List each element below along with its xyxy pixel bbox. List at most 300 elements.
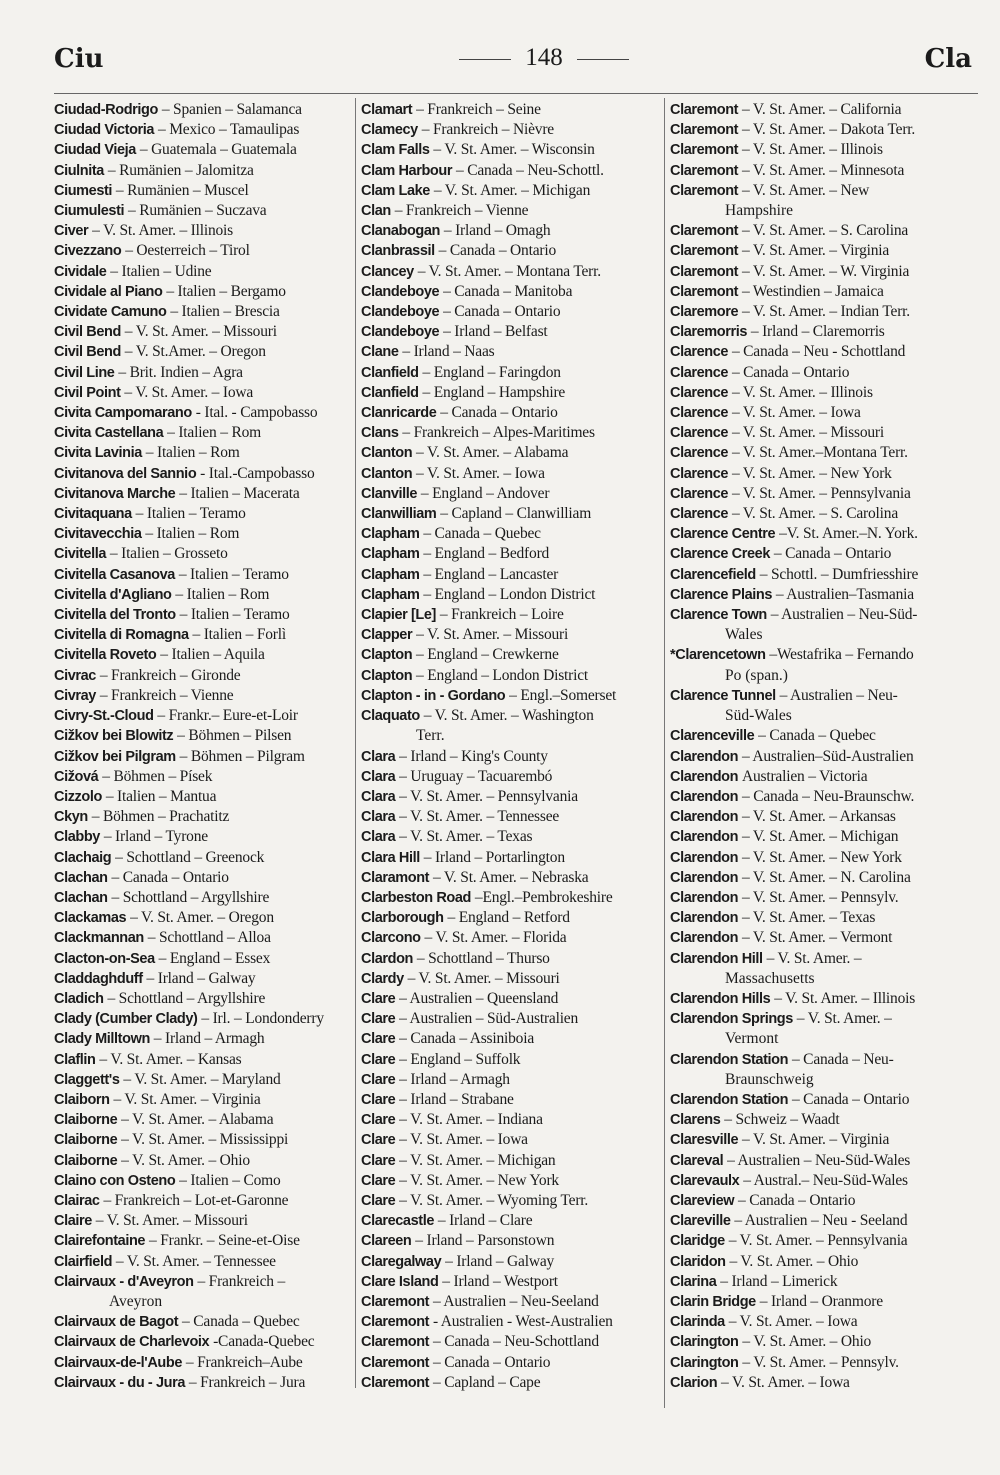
place-name: Clara: [361, 768, 396, 785]
gazetteer-entry: [54, 645, 350, 665]
gazetteer-entry: [361, 383, 658, 403]
place-location: – Frankreich –: [197, 1272, 286, 1290]
place-name: Civil Line: [54, 364, 115, 381]
gazetteer-entry: [54, 928, 350, 948]
gazetteer-entry: [361, 1191, 658, 1211]
place-location: – V. St. Amer. – New: [741, 181, 870, 199]
gazetteer-entry: [361, 827, 658, 847]
gazetteer-entry: [361, 1029, 658, 1049]
place-name: Clairfield: [54, 1253, 113, 1270]
place-location: – England – Crewkerne: [416, 646, 559, 664]
place-name: Ciudad Vieja: [54, 142, 136, 159]
place-name: Civil Point: [54, 384, 121, 401]
place-location: – Capland – Clanwilliam: [440, 505, 592, 523]
gazetteer-entry: [361, 464, 658, 484]
place-name: *Clarencetown: [670, 647, 766, 664]
place-location: – Irland – Clare: [437, 1212, 533, 1230]
gazetteer-entry: [54, 726, 350, 746]
place-location: – V. St. Amer. – Missouri: [407, 969, 560, 987]
place-location: – Italien – Rom: [175, 585, 270, 603]
place-name: Clairvaux de Bagot: [54, 1314, 179, 1331]
place-name: Clairvaux - d'Aveyron: [54, 1273, 194, 1290]
gazetteer-entry: [670, 342, 972, 362]
place-name: Clare: [361, 1132, 396, 1149]
gazetteer-entry: [54, 787, 350, 807]
place-name: Clarence: [670, 364, 729, 381]
place-location: – V. St. Amer. – Dakota Terr.: [741, 121, 916, 139]
place-location: – V. St. Amer. – Kansas: [99, 1050, 242, 1068]
place-location: – Canada – Manitoba: [443, 282, 573, 300]
place-location: – Irland – King's County: [399, 747, 548, 765]
place-location: – Frankreich – Nièvre: [421, 121, 554, 139]
place-name: Claremorris: [670, 324, 747, 341]
place-location: – Frankreich – Jura: [188, 1373, 306, 1391]
place-name: Clapham: [361, 526, 420, 543]
place-name: Clarendon: [670, 910, 739, 927]
place-location: – Frankreich – Alpes-Maritimes: [402, 424, 595, 442]
gazetteer-entry: [361, 504, 658, 524]
place-location: – England – Suffolk: [399, 1050, 521, 1068]
gazetteer-entry: [361, 888, 658, 908]
place-name: Clarendon Springs: [670, 1011, 793, 1028]
gazetteer-entry: [361, 221, 658, 241]
place-location: – Uruguay – Tacuarembó: [399, 767, 553, 785]
place-name: Clarendon: [670, 930, 739, 947]
place-location: – Italien – Como: [179, 1171, 281, 1189]
place-location: – Italien – Teramo: [178, 565, 289, 583]
place-name: Clare: [361, 1112, 396, 1129]
gazetteer-entry: [361, 605, 658, 625]
place-name: Clarencefield: [670, 566, 756, 583]
gazetteer-entry: [670, 403, 972, 423]
gazetteer-entry: [54, 1029, 350, 1049]
gazetteer-entry: [361, 1070, 658, 1090]
place-name: Clarence Creek: [670, 546, 770, 563]
place-name: Clarendon Hill: [670, 950, 763, 967]
place-location: – V. St. Amer. – Alabama: [121, 1111, 274, 1129]
gazetteer-entry: [54, 524, 350, 544]
gazetteer-entry: [54, 504, 350, 524]
gazetteer-entry: [54, 686, 350, 706]
gazetteer-entry: [54, 201, 350, 221]
place-location: – Böhmen – Prachatitz: [91, 808, 230, 826]
place-name: Claquato: [361, 708, 420, 725]
place-name: Clarendon Hills: [670, 990, 771, 1007]
place-name: Clapton: [361, 647, 413, 664]
gazetteer-entry: [361, 1090, 658, 1110]
gazetteer-entry: [361, 443, 658, 463]
gazetteer-entry: [670, 423, 972, 443]
place-name: Clapton: [361, 667, 413, 684]
gazetteer-entry: [361, 302, 658, 322]
place-name: Clapier [Le]: [361, 607, 436, 624]
gazetteer-entry: [54, 1332, 350, 1352]
gazetteer-entry: [670, 605, 972, 645]
place-location: – V. St. Amer. – Ohio: [729, 1252, 859, 1270]
place-name: Claiborne: [54, 1132, 118, 1149]
place-name: Clare: [361, 1031, 396, 1048]
column-1: [54, 100, 350, 1410]
place-location: – V. St. Amer. – Virginia: [741, 242, 890, 260]
place-name: Clare: [361, 1172, 396, 1189]
place-location: – Irland – Strabane: [399, 1090, 514, 1108]
place-location: – Irland – Claremorris: [750, 323, 885, 341]
gazetteer-entry: [670, 827, 972, 847]
gazetteer-entry: [361, 1292, 658, 1312]
place-location: – Irland – Belfast: [443, 323, 548, 341]
place-name: Clapham: [361, 566, 420, 583]
place-name: Cižová: [54, 768, 99, 785]
place-location: – V. St. Amer. – Missouri: [731, 424, 884, 442]
place-location: – Canada – Quebec: [182, 1313, 300, 1331]
place-location: – V. St. Amer. – Pennsylv.: [742, 1353, 899, 1371]
gazetteer-entry: [361, 989, 658, 1009]
gazetteer-entry: [54, 1231, 350, 1251]
place-location: – Frankreich–Aube: [185, 1353, 303, 1371]
place-location: – Guatemala – Guatemala: [139, 141, 297, 159]
gazetteer-entry: [670, 908, 972, 928]
place-name: Clarence Plains: [670, 586, 772, 603]
place-name: Clanwilliam: [361, 506, 437, 523]
place-name: Clans: [361, 425, 399, 442]
place-location: – Canada – Ontario: [438, 242, 557, 260]
gazetteer-entry: [361, 1252, 658, 1272]
place-name: Clara: [361, 748, 396, 765]
place-location: – V. St. Amer. – Alabama: [416, 444, 569, 462]
gazetteer-entry: [670, 1353, 972, 1373]
gazetteer-entry: [361, 969, 658, 989]
gazetteer-entry: [670, 686, 972, 726]
place-location: – V. St. Amer. – Texas: [741, 909, 876, 927]
place-location: – Frankreich – Vienne: [394, 202, 529, 220]
place-location: – Frankreich – Lot-et-Garonne: [103, 1191, 289, 1209]
place-location: – V. St. Amer. – Wyoming Terr.: [399, 1191, 589, 1209]
header-left-catchword: Ciu: [54, 44, 104, 74]
place-name: Cladich: [54, 990, 104, 1007]
place-name: Ciumesti: [54, 182, 113, 199]
gazetteer-entry: [670, 181, 972, 221]
place-name: Claire: [54, 1213, 92, 1230]
gazetteer-entry: [670, 282, 972, 302]
gazetteer-entry: [670, 161, 972, 181]
place-location: -Canada-Quebec: [213, 1333, 315, 1351]
place-location: – England – Andover: [420, 484, 550, 502]
place-name: Claramont: [361, 869, 430, 886]
gazetteer-entry: [54, 1090, 350, 1110]
gazetteer-entry: [54, 969, 350, 989]
place-name: Clapham: [361, 546, 420, 563]
place-location: – V. St. Amer. – Missouri: [95, 1212, 248, 1230]
gazetteer-entry: [361, 807, 658, 827]
gazetteer-entry: [54, 1312, 350, 1332]
gazetteer-entry: [670, 585, 972, 605]
place-location-continuation: Braunschweig: [725, 1070, 814, 1088]
place-location: – Italien – Rom: [145, 444, 240, 462]
gazetteer-entry: [54, 848, 350, 868]
place-location: – V. St. Amer. – N. Carolina: [741, 868, 911, 886]
place-name: Clara Hill: [361, 849, 420, 866]
gazetteer-entry: [361, 120, 658, 140]
place-location: – V. St. Amer. – Illinois: [92, 222, 233, 240]
gazetteer-entry: [670, 221, 972, 241]
gazetteer-entry: [54, 1050, 350, 1070]
gazetteer-entry: [670, 464, 972, 484]
place-location: – England – Retford: [447, 909, 570, 927]
place-location: – V. St. Amer. – Oregon: [130, 909, 274, 927]
gazetteer-entry: [361, 282, 658, 302]
gazetteer-entry: [670, 989, 972, 1009]
place-location: – Italien – Rom: [167, 424, 261, 442]
place-name: Ciudad Victoria: [54, 122, 155, 139]
gazetteer-entry: [670, 1272, 972, 1292]
gazetteer-entry: [54, 161, 350, 181]
gazetteer-entry: [361, 241, 658, 261]
place-location: – Canada – Neu-Schottl.: [455, 161, 604, 179]
gazetteer-entry: [54, 262, 350, 282]
place-name: Clarence Town: [670, 607, 767, 624]
gazetteer-entry: [54, 1171, 350, 1191]
place-location: – Canada – Ontario: [737, 1191, 856, 1209]
place-name: Civitella del Tronto: [54, 607, 176, 624]
place-location: – Irland – Armagh: [153, 1030, 265, 1048]
gazetteer-entry: [361, 484, 658, 504]
gazetteer-entry: [670, 1373, 972, 1393]
place-name: Clairvaux-de-l'Aube: [54, 1354, 182, 1371]
place-location: – V. St. Amer. – Tennessee: [115, 1252, 276, 1270]
place-name: Clackamas: [54, 910, 127, 927]
place-location: – Schottland – Greenock: [115, 848, 265, 866]
place-location: – Irland – Westport: [442, 1272, 558, 1290]
place-name: Clarecastle: [361, 1213, 434, 1230]
place-name: Clareview: [670, 1192, 735, 1209]
place-name: Clanabogan: [361, 223, 440, 240]
place-location: – Irland – Parsonstown: [415, 1232, 555, 1250]
gazetteer-entry: [54, 767, 350, 787]
place-name: Clare: [361, 1071, 396, 1088]
gazetteer-entry: [54, 1272, 350, 1312]
place-location: – Schottland – Argyllshire: [107, 989, 266, 1007]
gazetteer-entry: [54, 322, 350, 342]
header-right-catchword: Cla: [924, 44, 972, 74]
place-location: – V. St. Amer. – Missouri: [416, 626, 569, 644]
place-location: – Canada – Neu-: [791, 1050, 894, 1068]
place-name: Clapham: [361, 586, 420, 603]
place-location: –Engl.–Pembrokeshire: [474, 888, 613, 906]
place-name: Clackmannan: [54, 930, 144, 947]
place-location: – Canada – Ontario: [791, 1090, 910, 1108]
place-location: – England – Lancaster: [423, 565, 559, 583]
place-location: – Italien – Aquila: [160, 646, 265, 664]
place-name: Clarence: [670, 465, 729, 482]
place-location: – Frankreich – Gironde: [99, 666, 241, 684]
place-name: Claremont: [670, 283, 739, 300]
place-location: – Irland – Limerick: [720, 1272, 838, 1290]
place-name: Clamart: [361, 102, 413, 118]
gazetteer-entry: [54, 807, 350, 827]
place-location: – Rumänien – Jalomitza: [107, 161, 254, 179]
gazetteer-entry: [54, 1252, 350, 1272]
place-name: Claiborne: [54, 1112, 118, 1129]
place-name: Clareen: [361, 1233, 412, 1250]
gazetteer-entry: [361, 1110, 658, 1130]
column-divider: [664, 98, 665, 1408]
place-name: Clandeboye: [361, 283, 440, 300]
gazetteer-entry: [361, 1272, 658, 1292]
place-name: Clanricarde: [361, 405, 437, 422]
gazetteer-entry: [670, 443, 972, 463]
place-name: Cividate Camuno: [54, 304, 167, 321]
place-location: – V. St. Amer. – Pennsylvania: [728, 1232, 908, 1250]
place-name: Clarendon: [670, 869, 739, 886]
place-name: Clarcono: [361, 930, 421, 947]
place-name: Civitella Roveto: [54, 647, 157, 664]
gazetteer-entry: [670, 1171, 972, 1191]
gazetteer-entry: [670, 140, 972, 160]
place-location-continuation: Po (span.): [725, 666, 788, 684]
place-location: – Irland – Omagh: [443, 222, 551, 240]
place-name: Civitaquana: [54, 506, 132, 523]
gazetteer-entry: [670, 241, 972, 261]
place-location: – V. St. Amer. – Washington: [423, 707, 594, 725]
place-location: – Schottland – Thurso: [416, 949, 550, 967]
place-name: Clarington: [670, 1354, 739, 1371]
gazetteer-entry: [54, 1070, 350, 1090]
place-name: Claridon: [670, 1253, 726, 1270]
column-divider: [355, 98, 356, 1388]
place-name: Clairefontaine: [54, 1233, 146, 1250]
gazetteer-entry: [670, 363, 972, 383]
place-location: – Irland – Galway: [445, 1252, 555, 1270]
place-location: – Austral.– Neu-Süd-Wales: [743, 1171, 908, 1189]
place-location: – V. St. Amer. – Virginia: [742, 1131, 890, 1149]
gazetteer-entry: [670, 1090, 972, 1110]
place-name: Clarinda: [670, 1314, 725, 1331]
place-location: – England – London District: [423, 585, 596, 603]
place-location: – V. St. Amer. – California: [741, 101, 902, 118]
place-location: –V. St. Amer.–N. York.: [779, 525, 918, 543]
place-location: – Canada – Neu-Braunschw.: [741, 787, 915, 805]
place-location: – V. St. Amer. – Michigan: [741, 828, 899, 846]
gazetteer-entry: [670, 1292, 972, 1312]
place-location: – V. St. Amer. – Ohio: [742, 1333, 872, 1351]
place-location: – Australien – Neu - Seeland: [734, 1212, 908, 1230]
place-name: Clarbeston Road: [361, 889, 472, 906]
gazetteer-entry: [361, 949, 658, 969]
place-name: Clam Harbour: [361, 162, 453, 179]
place-name: Clanton: [361, 445, 413, 462]
header-rule: [54, 93, 978, 94]
gazetteer-entry: [54, 1373, 350, 1393]
place-location: – Frankreich – Seine: [416, 101, 541, 118]
gazetteer-entry: [361, 262, 658, 282]
place-name: Clarence Tunnel: [670, 687, 776, 704]
place-name: Clardy: [361, 970, 404, 987]
gazetteer-entry: [361, 524, 658, 544]
place-location: – Australien – Neu-: [779, 686, 898, 704]
place-location: – V. St.Amer. – Oregon: [124, 343, 266, 361]
gazetteer-entry: [361, 908, 658, 928]
gazetteer-entry: [54, 989, 350, 1009]
place-location: – Schottl. – Dumfriesshire: [759, 565, 919, 583]
gazetteer-entry: [361, 1353, 658, 1373]
gazetteer-entry: [361, 928, 658, 948]
place-name: Clanfield: [361, 364, 419, 381]
place-location: – England – Faringdon: [422, 363, 561, 381]
place-location: – Australien – Queensland: [399, 989, 559, 1007]
place-location: – V. St. Amer. – Minnesota: [741, 161, 905, 179]
place-name: Claremont: [361, 1374, 430, 1391]
gazetteer-entry: [54, 443, 350, 463]
gazetteer-entry: [361, 161, 658, 181]
place-location: – Capland – Cape: [432, 1373, 541, 1391]
gazetteer-entry: [670, 565, 972, 585]
place-location: – V. St. Amer. – S. Carolina: [741, 222, 909, 240]
place-location: – V. St. Amer. – Vermont: [741, 929, 893, 947]
place-location: – V. St. Amer. – Ohio: [121, 1151, 250, 1169]
gazetteer-entry: [361, 140, 658, 160]
gazetteer-entry: [670, 100, 972, 120]
place-location: – Frankreich – Loire: [439, 606, 564, 624]
place-name: Clapton - in - Gordano: [361, 687, 506, 704]
gazetteer-entry: [54, 282, 350, 302]
place-name: Clare: [361, 1011, 396, 1028]
place-location: – V. St. Amer. – Indiana: [399, 1111, 543, 1129]
place-location: – Canada – Ontario: [731, 363, 850, 381]
place-name: Claremont: [670, 223, 739, 240]
gazetteer-entry: [670, 524, 972, 544]
place-location: - Australien - West-Australien: [432, 1313, 613, 1331]
place-name: Claremont: [361, 1314, 430, 1331]
place-name: Civray: [54, 687, 96, 704]
place-name: Claggett's: [54, 1071, 120, 1088]
place-location: – V. St. Amer. – Indian Terr.: [742, 303, 910, 321]
gazetteer-entry: [54, 100, 350, 120]
place-name: Civil Bend: [54, 344, 121, 361]
gazetteer-entry: [54, 363, 350, 383]
place-location: – Frankreich – Vienne: [99, 686, 234, 704]
place-name: Clarendon: [670, 748, 739, 765]
place-location: – V. St. Amer. – Pennsylvania: [399, 787, 578, 805]
place-location: – V. St. Amer. – Arkansas: [741, 808, 896, 826]
place-name: Clara: [361, 829, 396, 846]
gazetteer-entry: [54, 625, 350, 645]
gazetteer-entry: [54, 585, 350, 605]
place-location: – V. St. Amer. – New York: [741, 848, 902, 866]
place-location: – Italien – Teramo: [179, 606, 290, 624]
gazetteer-entry: [670, 726, 972, 746]
gazetteer-entry: [54, 1151, 350, 1171]
gazetteer-entry: [54, 464, 350, 484]
place-name: Clarendon: [670, 889, 739, 906]
place-location: - Ital.-Campobasso: [200, 464, 315, 482]
place-name: Ciumulesti: [54, 203, 125, 220]
gazetteer-entry: [54, 1353, 350, 1373]
place-location: – V. St. Amer. –: [766, 949, 862, 967]
place-name: Clanton: [361, 465, 413, 482]
gazetteer-entry: [670, 544, 972, 564]
place-name: Civita Lavinia: [54, 445, 142, 462]
place-location: – England – Bedford: [423, 545, 550, 563]
place-location: – Canada – Ontario: [432, 1353, 551, 1371]
place-location: – V. St. Amer. – Pennsylv.: [741, 888, 899, 906]
gazetteer-entry: [54, 484, 350, 504]
gazetteer-entry: [670, 767, 972, 787]
gazetteer-entry: [670, 262, 972, 282]
gazetteer-entry: [361, 403, 658, 423]
place-name: Claremont: [670, 182, 739, 199]
gazetteer-entry: [670, 1252, 972, 1272]
gazetteer-entry: [361, 201, 658, 221]
